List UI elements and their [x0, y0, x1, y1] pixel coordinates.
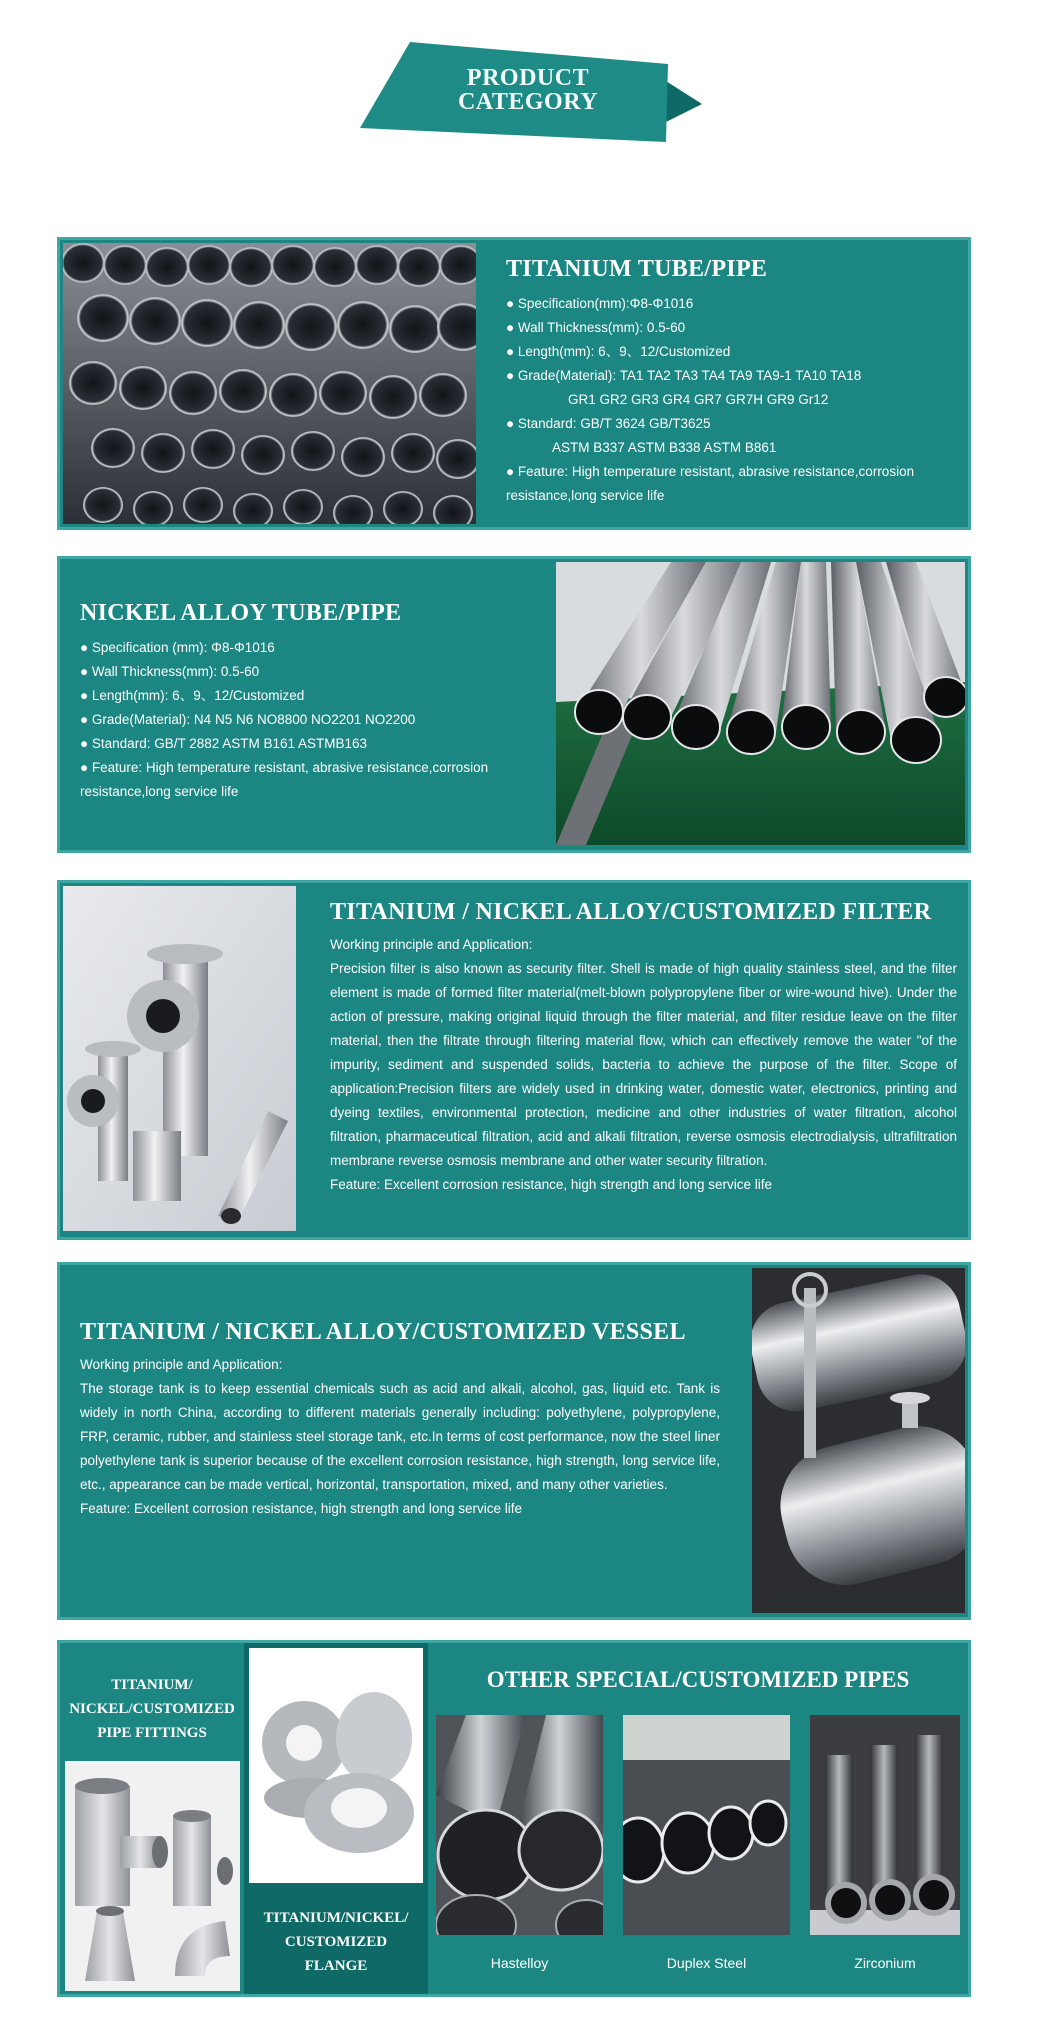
filter-title: TITANIUM / NICKEL ALLOY/CUSTOMIZED FILTER	[330, 899, 932, 925]
flange-title-line: TITANIUM/NICKEL/	[263, 1910, 409, 1926]
nickel-tube-image	[556, 562, 965, 845]
hastelloy-image	[436, 1715, 603, 1935]
vessel-image	[752, 1268, 965, 1613]
fittings-title	[60, 1673, 244, 1745]
fittings-title-line: NICKEL/CUSTOMIZED	[69, 1701, 235, 1717]
titanium-tube-image	[63, 243, 476, 524]
fittings-title-line: PIPE FITTINGS	[97, 1725, 207, 1741]
bottom-products-card	[57, 1640, 971, 1997]
filter-info	[330, 895, 957, 1197]
spec-line: ● Wall Thickness(mm): 0.5-60	[506, 320, 686, 335]
spec-line: resistance,long service life	[80, 784, 239, 799]
nickel-tube-title: NICKEL ALLOY TUBE/PIPE	[80, 600, 402, 626]
vessel-info	[80, 1315, 720, 1521]
spec-line: ● Feature: High temperature resistant, abrasive resistance,corrosion	[80, 760, 489, 775]
titanium-tube-info	[506, 252, 956, 508]
vessel-title: TITANIUM / NICKEL ALLOY/CUSTOMIZED VESSEL	[80, 1319, 686, 1345]
vessel-feature: Feature: Excellent corrosion resistance, high strength and long service life	[80, 1501, 522, 1516]
filter-description: Precision filter is also known as security filter. Shell is made of high quality stainless steel, and the filter element is made of formed filter material(melt-blown polypropylene fiber or wire-wound hive). Under the action of pressure, making original liquid through the filter material, and filter residue leave on the filter material, then the filtrate through filtering material flow, which can effectively remove the water "of the impurity, sediment and suspended solids, bacteria to achieve the purpose of the filter. Scope of application:Precision filters are widely used in drinking water, domestic water, electronics, printing and dyeing textiles, environmental protection, medicine and other industries of water filtration, alcohol filtration, pharmaceutical filtration, acid and alkali filtration, reverse osmosis electrodialysis, ultrafiltration membrane reverse osmosis membrane and other water security filtration.	[330, 961, 957, 1168]
flange-panel	[244, 1643, 428, 1994]
vessel-description: The storage tank is to keep essential chemicals such as acid and alkali, alcohol, gas, liquid etc. Tank is widely in north China, according to different materials generally including: polyethylene, polypropylene, FRP, ceramic, rubber, and stainless steel storage tank, etc.In terms of cost performance, now the steel liner polyethylene tank is superior because of the excellent corrosion resistance, high strength, long service life, etc., appearance can be made vertical, horizontal, transportation, mixed, and many other varieties.	[80, 1381, 720, 1492]
flange-title	[244, 1906, 428, 1978]
filter-card	[57, 880, 971, 1240]
banner-title	[358, 66, 698, 114]
spec-line: GR1 GR2 GR3 GR4 GR7 GR7H GR9 Gr12	[568, 392, 829, 407]
other-pipes-title: OTHER SPECIAL/CUSTOMIZED PIPES	[486, 1667, 910, 1692]
flange-image	[249, 1648, 423, 1883]
zirconium-label: Zirconium	[854, 1955, 916, 1971]
vessel-card	[57, 1262, 971, 1620]
flange-title-line: FLANGE	[304, 1958, 368, 1974]
other-pipes-panel	[428, 1643, 968, 1994]
fittings-panel	[60, 1643, 244, 1994]
spec-line: ● Standard: GB/T 3624 GB/T3625	[506, 416, 711, 431]
filter-image	[63, 886, 296, 1231]
duplex-steel-image	[623, 1715, 790, 1935]
spec-line: resistance,long service life	[506, 488, 665, 503]
banner-line-2: CATEGORY	[457, 89, 599, 115]
hastelloy-label: Hastelloy	[490, 1955, 549, 1971]
spec-line: ● Grade(Material): TA1 TA2 TA3 TA4 TA9 TA9-1 TA10 TA18	[506, 368, 862, 383]
spec-line: ● Length(mm): 6、9、12/Customized	[80, 688, 305, 703]
duplex-steel-label: Duplex Steel	[666, 1955, 747, 1971]
spec-line: ● Specification (mm): Φ8-Φ1016	[80, 640, 275, 655]
fittings-title-line: TITANIUM/	[111, 1677, 193, 1693]
spec-line: ● Standard: GB/T 2882 ASTM B161 ASTMB163	[80, 736, 368, 751]
titanium-tube-title: TITANIUM TUBE/PIPE	[506, 256, 768, 282]
zirconium-image	[810, 1715, 960, 1935]
filter-feature: Feature: Excellent corrosion resistance, high strength and long service life	[330, 1177, 772, 1192]
nickel-tube-info	[80, 596, 530, 804]
spec-line: ● Feature: High temperature resistant, abrasive resistance,corrosion	[506, 464, 915, 479]
spec-line: ASTM B337 ASTM B338 ASTM B861	[552, 440, 777, 455]
titanium-tube-card	[57, 237, 971, 530]
product-category-banner	[358, 40, 704, 146]
spec-line: ● Wall Thickness(mm): 0.5-60	[80, 664, 260, 679]
filter-heading: Working principle and Application:	[330, 937, 533, 952]
fittings-image	[65, 1761, 240, 1991]
spec-line: ● Length(mm): 6、9、12/Customized	[506, 344, 731, 359]
nickel-tube-card	[57, 556, 971, 853]
banner-line-1: PRODUCT	[466, 65, 590, 91]
spec-line: ● Grade(Material): N4 N5 N6 NO8800 NO2201 NO2200	[80, 712, 416, 727]
vessel-heading: Working principle and Application:	[80, 1357, 283, 1372]
spec-line: ● Specification(mm):Φ8-Φ1016	[506, 296, 694, 311]
flange-title-line: CUSTOMIZED	[284, 1934, 388, 1950]
